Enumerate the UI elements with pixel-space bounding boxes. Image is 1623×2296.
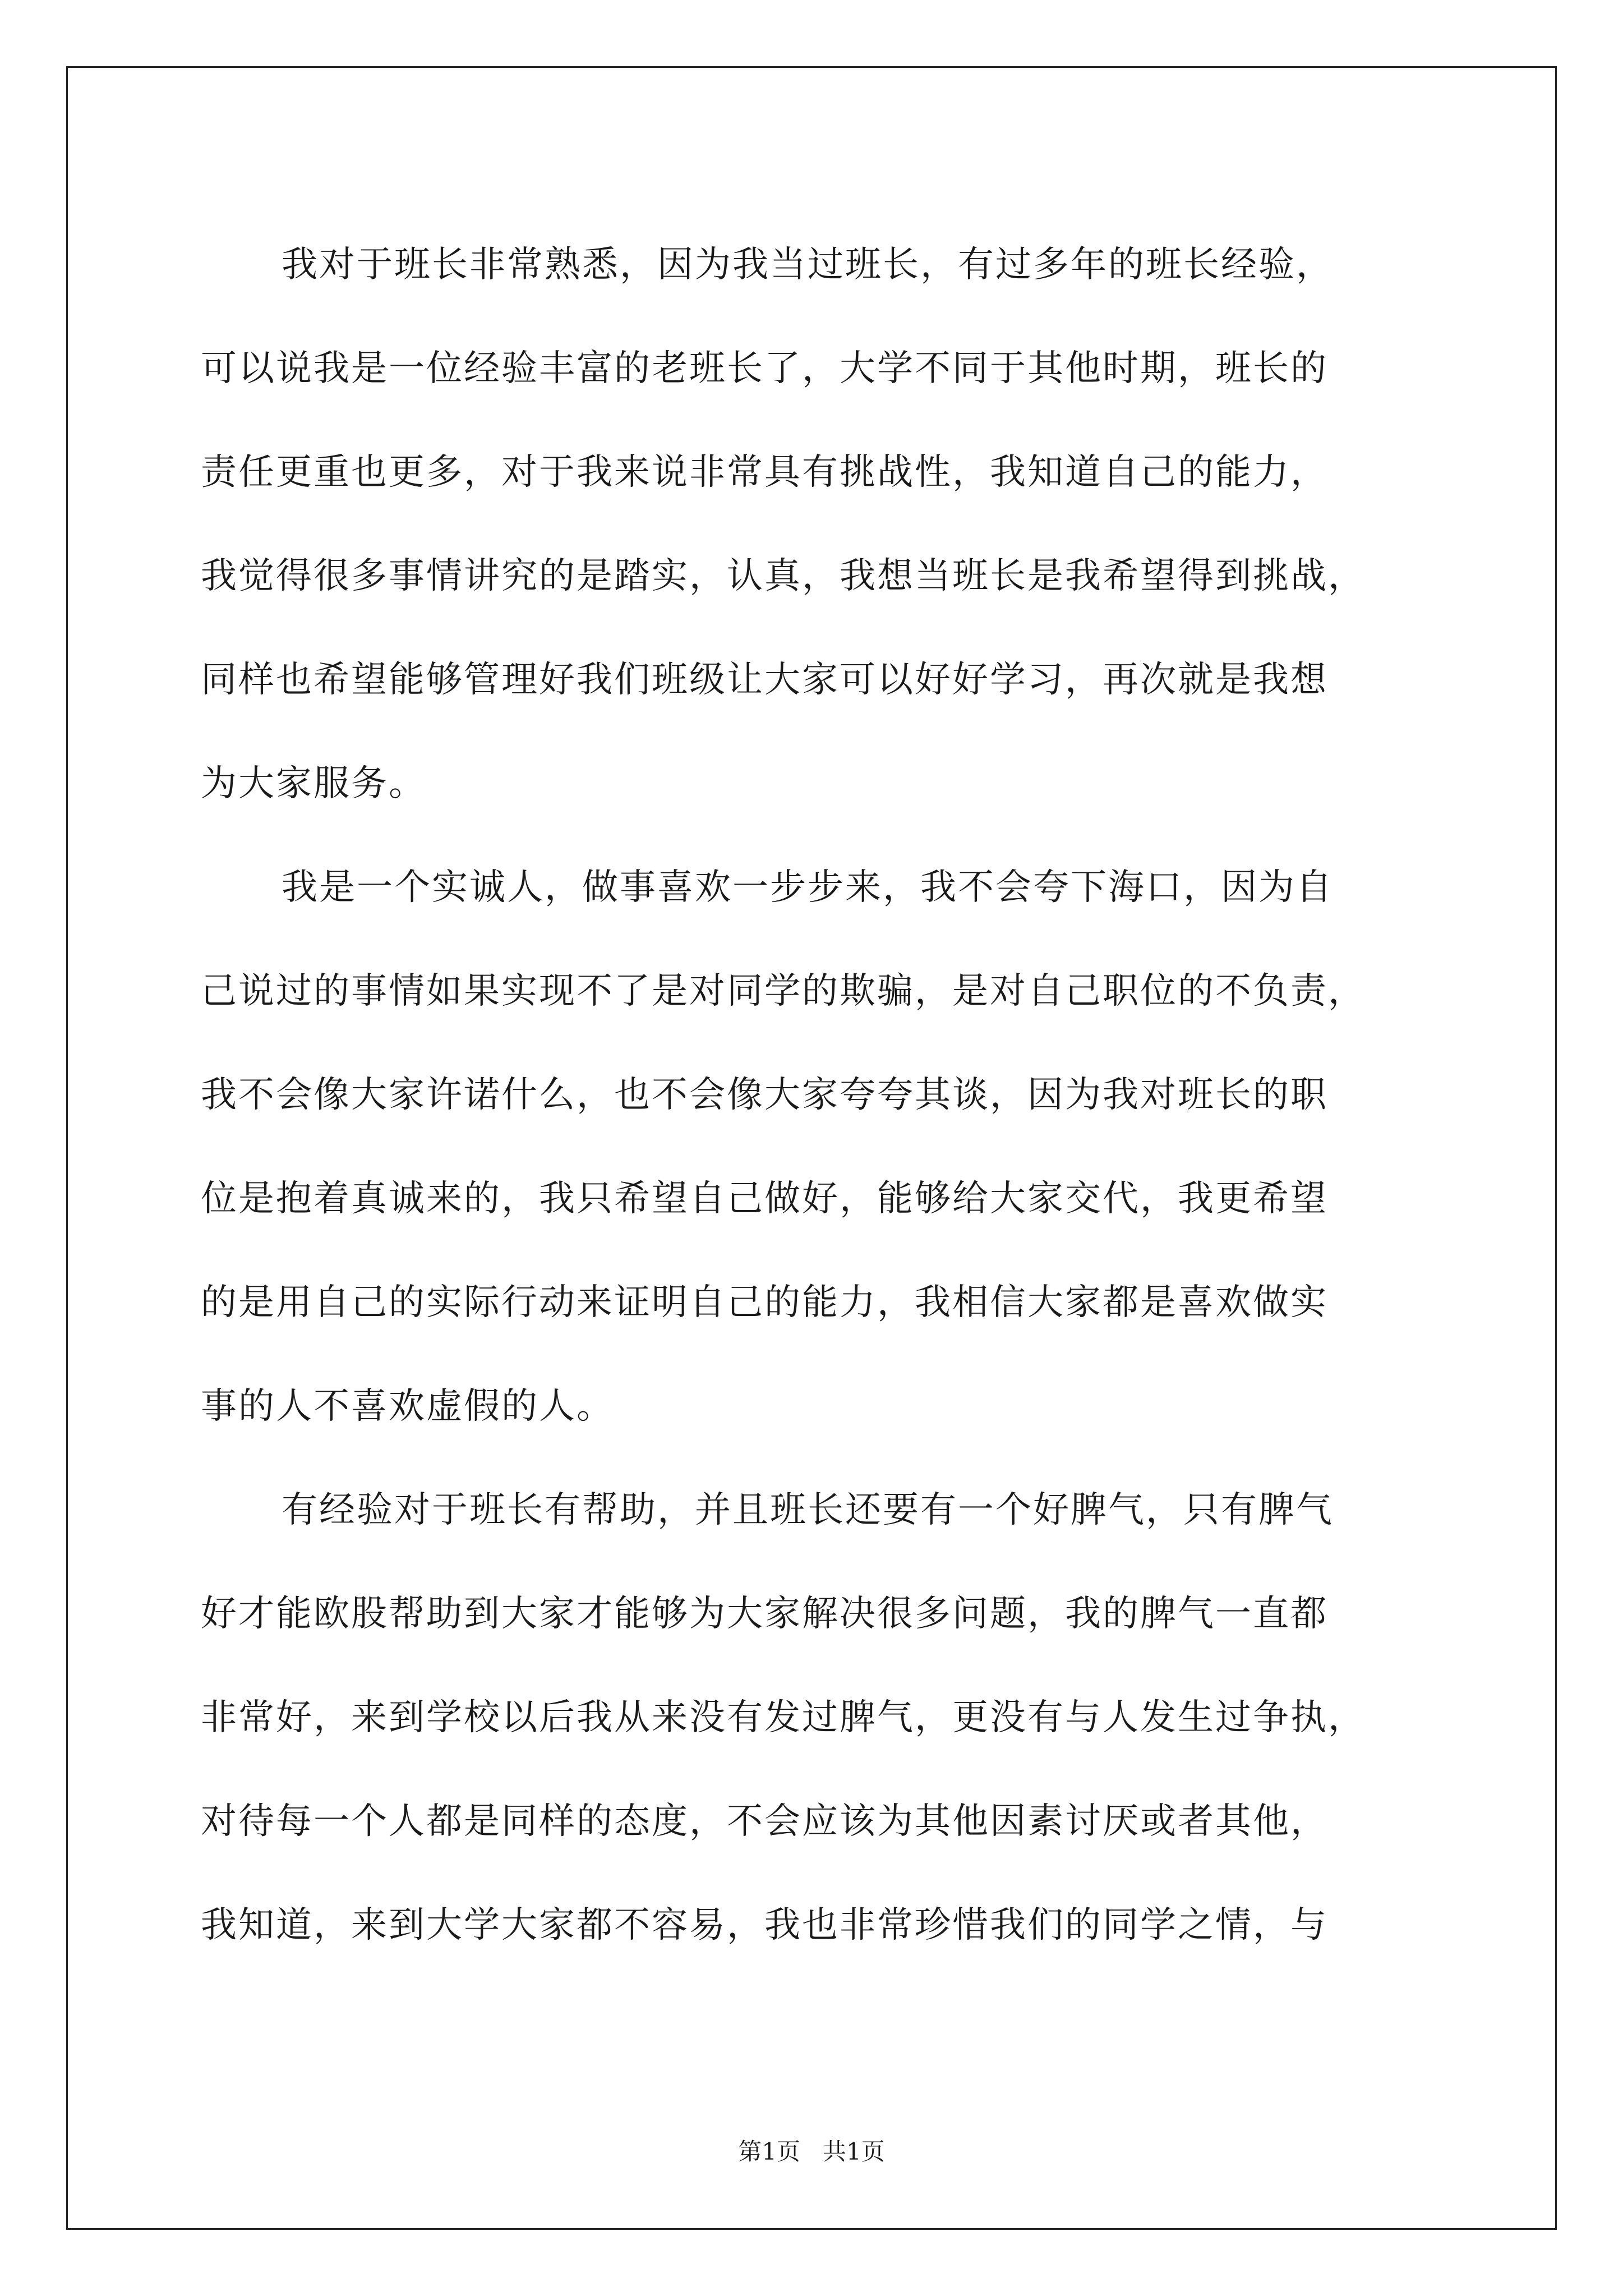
paragraph-1-line-1: 我对于班长非常熟悉，因为我当过班长，有过多年的班长经验，: [282, 244, 1334, 286]
paragraph-2-line-5: 的是用自己的实际行动来证明自己的能力，我相信大家都是喜欢做实: [201, 1282, 1328, 1323]
paragraph-2-line-2: 己说过的事情如果实现不了是对同学的欺骗，是对自己职位的不负责，: [201, 970, 1366, 1012]
paragraph-1-line-3: 责任更重也更多，对于我来说非常具有挑战性，我知道自己的能力，: [201, 452, 1328, 493]
paragraph-2-line-1: 我是一个实诚人，做事喜欢一步步来，我不会夸下海口，因为自: [282, 867, 1334, 908]
document-body: [201, 213, 1440, 1977]
paragraph-2-line-6: 事的人不喜欢虚假的人。: [201, 1386, 614, 1427]
paragraph-1-line-6: 为大家服务。: [201, 763, 426, 804]
paragraph-1-line-2: 可以说我是一位经验丰富的老班长了，大学不同于其他时期，班长的: [201, 348, 1328, 389]
paragraph-3-line-3: 非常好，来到学校以后我从来没有发过脾气，更没有与人发生过争执，: [201, 1697, 1366, 1738]
paragraph-2-line-4: 位是抱着真诚来的，我只希望自己做好，能够给大家交代，我更希望: [201, 1178, 1328, 1220]
paragraph-3-line-4: 对待每一个人都是同样的态度，不会应该为其他因素讨厌或者其他，: [201, 1801, 1328, 1842]
paragraph-2-line-3: 我不会像大家许诺什么，也不会像大家夸夸其谈，因为我对班长的职: [201, 1074, 1328, 1116]
paragraph-1-line-4: 我觉得很多事情讲究的是踏实，认真，我想当班长是我希望得到挑战，: [201, 555, 1366, 597]
paragraph-1-line-5: 同样也希望能够管理好我们班级让大家可以好好学习，再次就是我想: [201, 659, 1328, 701]
paragraph-3-line-1: 有经验对于班长有帮助，并且班长还要有一个好脾气，只有脾气: [282, 1489, 1334, 1531]
paragraph-3-line-2: 好才能欧股帮助到大家才能够为大家解决很多问题，我的脾气一直都: [201, 1593, 1328, 1635]
page-footer: 第1页 共1页: [738, 2138, 885, 2165]
paragraph-3-line-5: 我知道，来到大学大家都不容易，我也非常珍惜我们的同学之情，与: [201, 1904, 1328, 1946]
